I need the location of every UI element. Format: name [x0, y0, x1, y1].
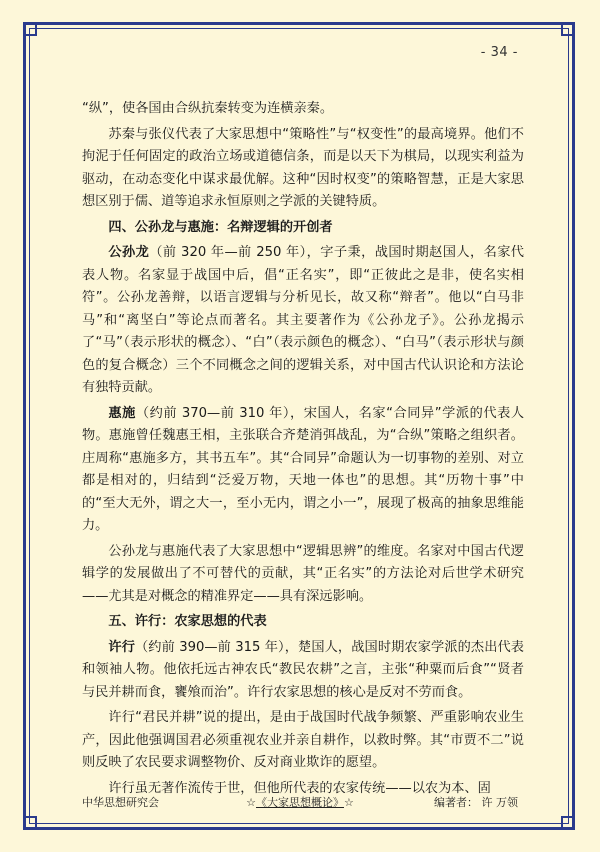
footer-author: 编著者： 许 万领 [434, 796, 518, 809]
page-number: - 34 - [480, 45, 518, 60]
paragraph-text: （约前 370—前 310 年），宋国人，名家“合同异”学派的代表人物。惠施曾任魏惠王相，主张联合齐楚消弭战乱，为“合纵”策略之组织者。庄周称“惠施多方，其书五车”。其“合同异”命题认为一切事物的差别、对立都是相对的，归结到“泛爱万物，天地一体也”的思想。其“历物十事”中的“至大无外，谓之大一，至小无内，谓之小一”，展现了极高的抽象思维能力。 [82, 405, 525, 533]
person-name: 公孙龙 [108, 245, 150, 260]
paragraph [82, 403, 524, 538]
corner-ornament-top-right [561, 22, 575, 36]
section-heading: 五、许行：农家思想的代表 [108, 614, 267, 629]
paragraph [82, 637, 524, 705]
person-name: 惠施 [108, 405, 136, 421]
body-text [82, 98, 524, 803]
footer-organization: 中华思想研究会 [82, 796, 159, 809]
corner-ornament-top-left [23, 22, 37, 36]
section-heading: 四、公孙龙与惠施：名辩逻辑的开创者 [108, 219, 333, 235]
book-title: 《大家思想概论》 [256, 796, 344, 809]
star-icon: ☆ [246, 796, 256, 809]
person-name: 许行 [108, 639, 135, 655]
paragraph: 许行虽无著作流传于世，但他所代表的农家传统——以农为本、固 [108, 780, 491, 796]
paragraph [82, 242, 524, 400]
paragraph-text: （约前 390—前 315 年），楚国人，战国时期农家学派的杰出代表和领袖人物。他依托远古神农氏“教民农耕”之言，主张“种粟而后食”“贤者与民并耕而食，饔飧而治”。许行农家思想的核心是反对不劳而食。 [82, 639, 524, 700]
page-footer [82, 794, 518, 812]
corner-ornament-bottom-left [23, 816, 37, 830]
corner-ornament-bottom-right [561, 816, 575, 830]
paragraph: “纵”，使各国由合纵抗秦转变为连横亲秦。 [82, 101, 334, 116]
paragraph: 公孙龙与惠施代表了大家思想中“逻辑思辨”的维度。名家对中国古代逻辑学的发展做出了不可替代的贡献，其“正名实”的方法论对后世学术研究——尤其是对概念的精准界定——具有深远影响。 [82, 543, 524, 604]
paragraph: 苏秦与张仪代表了大家思想中“策略性”与“权变性”的最高境界。他们不拘泥于任何固定的政治立场或道德信条，而是以天下为棋局，以现实利益为驱动，在动态变化中谋求最优解。这种“因时权变”的策略智慧，正是大家思想区别于儒、道等追求永恒原则之学派的关键特质。 [82, 126, 524, 209]
paragraph-text: （前 320 年—前 250 年），字子秉，战国时期赵国人，名家代表人物。名家显于战国中后，倡“正名实”，即“正彼此之是非，使名实相符”。公孙龙善辩，以语言逻辑与分析见长，故又称“辩者”。他以“白马非马”和“离坚白”等论点而著名。其主要著作为《公孙龙子》。公孙龙揭示了“马”（表示形状的概念）、“白”（表示颜色的概念）、“白马”（表示形状与颜色的复合概念）三个不同概念之间的逻辑关系，对中国古代认识论和方法论有独特贡献。 [82, 245, 524, 395]
paragraph: 许行“君民并耕”说的提出，是由于战国时代战争频繁、严重影响农业生产，因此他强调国君必须重视农业并亲自耕作，以救时弊。其“市贾不二”说则反映了农民要求调整物价、反对商业欺诈的愿望。 [82, 710, 524, 770]
star-icon: ☆ [344, 796, 354, 809]
